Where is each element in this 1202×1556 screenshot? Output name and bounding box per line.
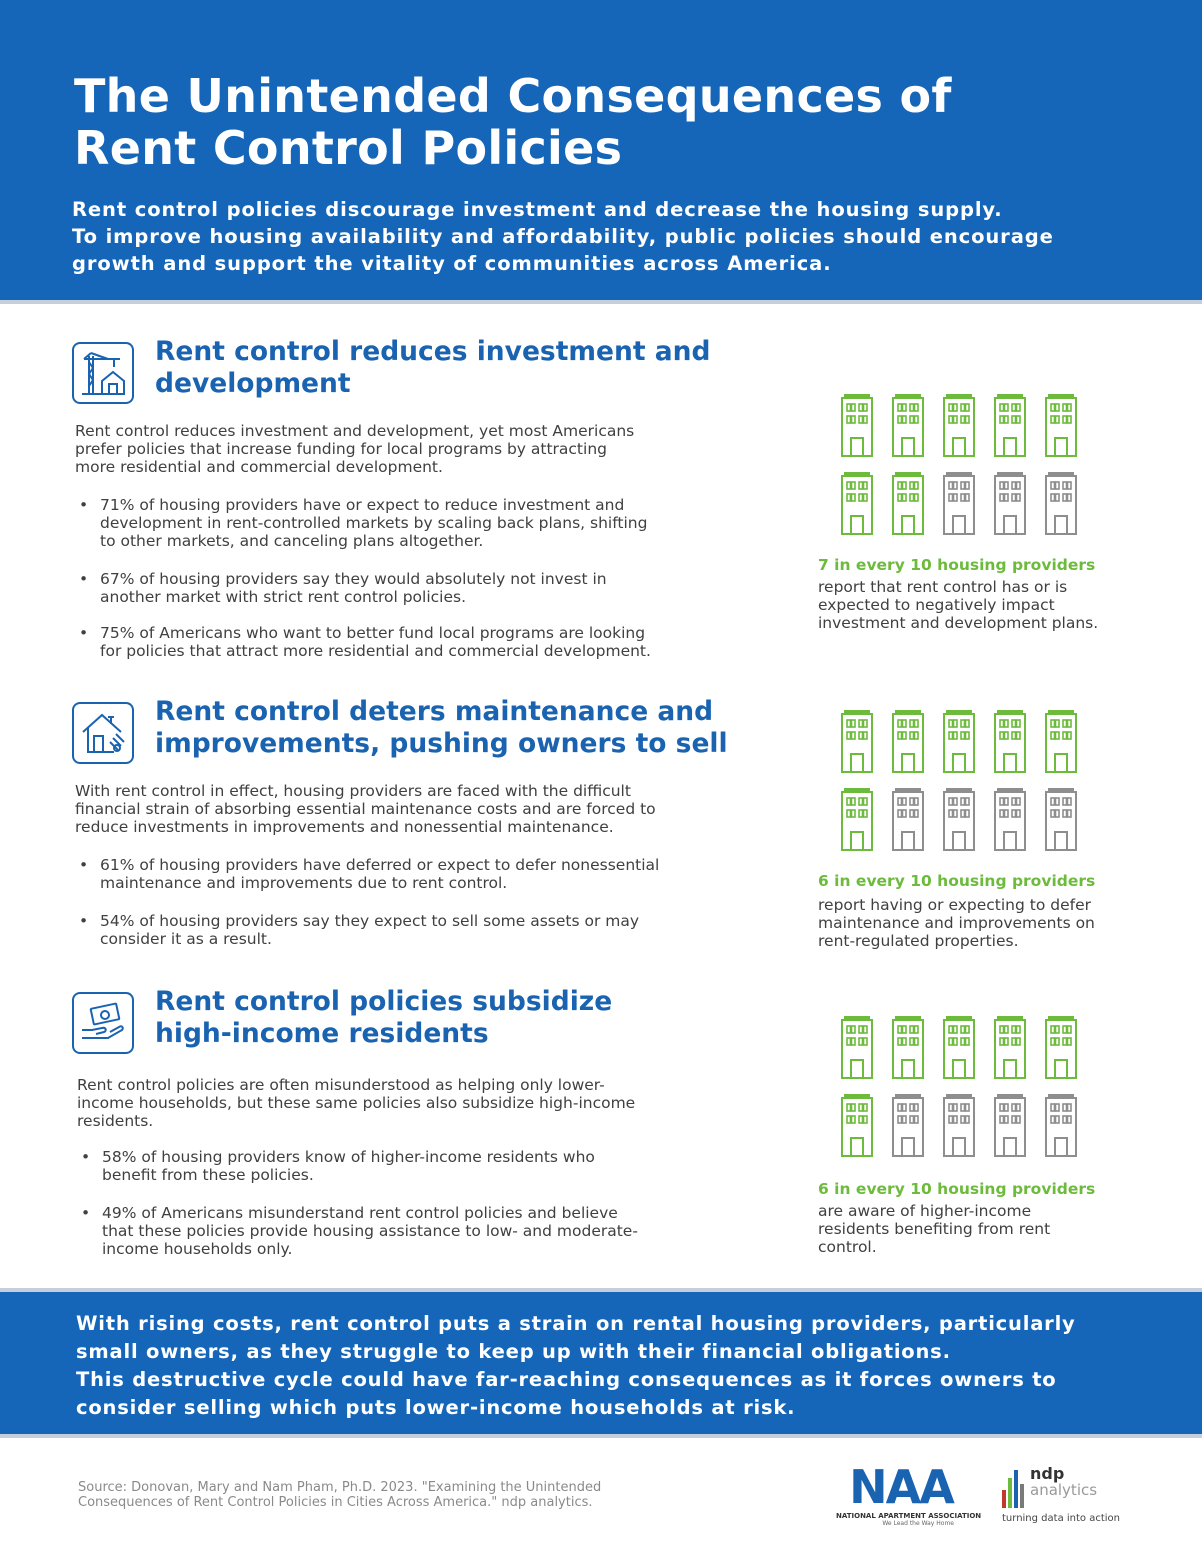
building-icon	[993, 710, 1027, 774]
ndp-bars-icon	[1000, 1464, 1030, 1510]
building-icon	[942, 394, 976, 458]
bullet-line: to other markets, and canceling plans altogether.	[100, 532, 484, 550]
bullet-line: • 54% of housing providers say they expect to sell some assets or may	[100, 912, 640, 930]
bullet-line: • 61% of housing providers have deferred or expect to defer nonessential	[100, 856, 660, 874]
building-icon	[993, 1094, 1027, 1158]
building-icon	[1044, 394, 1078, 458]
stat-headline: 7 in every 10 housing providers	[818, 556, 1096, 574]
naa-logo-tagline: We Lead the Way Home	[882, 1520, 954, 1527]
stat-headline: 6 in every 10 housing providers	[818, 1180, 1096, 1198]
building-icon	[840, 472, 874, 536]
list-item	[75, 856, 765, 892]
closing-line: With rising costs, rent control puts a strain on rental housing providers, particularly	[76, 1312, 1076, 1335]
bullet-line: income households only.	[102, 1240, 293, 1258]
heading-line: Rent control policies subsidize	[155, 986, 613, 1017]
header-divider	[0, 300, 1202, 304]
building-icon	[1044, 788, 1078, 852]
bullet-line: that these policies provide housing assistance to low- and moderate-	[102, 1222, 638, 1240]
subtitle-line: Rent control policies discourage investment and decrease the housing supply.	[72, 198, 1003, 221]
intro-line: income households, but these same policies also subsidize high-income	[77, 1094, 636, 1112]
heading-line: improvements, pushing owners to sell	[155, 728, 728, 759]
bullet-line: for policies that attract more residential and commercial development.	[100, 642, 651, 660]
stat-description	[818, 1202, 1148, 1256]
list-item	[77, 1148, 767, 1184]
bullet-line: • 58% of housing providers know of higher-income residents who	[102, 1148, 595, 1166]
bullet-list	[75, 496, 765, 660]
section-heading	[155, 696, 815, 760]
intro-line: With rent control in effect, housing providers are faced with the difficult	[75, 782, 631, 800]
crane-house-icon	[72, 342, 134, 404]
intro-line: prefer policies that increase funding for local programs by attracting	[75, 440, 607, 458]
intro-line: Rent control policies are often misunderstood as helping only lower-	[77, 1076, 605, 1094]
subtitle-line: growth and support the vitality of communities across America.	[72, 252, 832, 275]
subtitle-line: To improve housing availability and affordability, public policies should encourage	[72, 225, 1054, 248]
bullet-line: consider it as a result.	[100, 930, 272, 948]
building-icon	[840, 710, 874, 774]
stat-line: rent-regulated properties.	[818, 932, 1019, 950]
building-icon	[840, 1094, 874, 1158]
bullet-line: another market with strict rent control policies.	[100, 588, 466, 606]
stat-line: maintenance and improvements on	[818, 914, 1095, 932]
intro-line: financial strain of absorbing essential maintenance costs and are forced to	[75, 800, 656, 818]
naa-logo	[836, 1460, 982, 1532]
building-icon	[840, 788, 874, 852]
heading-line: Rent control deters maintenance and	[155, 696, 714, 727]
section-heading	[155, 336, 815, 400]
closing-statement	[76, 1310, 1176, 1422]
naa-logo-name: NATIONAL APARTMENT ASSOCIATION	[836, 1512, 982, 1520]
intro-line: more residential and commercial development.	[75, 458, 443, 476]
section-intro	[75, 422, 755, 476]
naa-logo-letters: NAA	[849, 1460, 953, 1514]
stat-line: control.	[818, 1238, 877, 1256]
building-icon	[942, 788, 976, 852]
building-icon	[942, 472, 976, 536]
footer-divider	[0, 1434, 1202, 1438]
source-citation	[78, 1480, 778, 1510]
source-line: Consequences of Rent Control Policies in Cities Across America." ndp analytics.	[78, 1495, 593, 1510]
building-icon-grid	[840, 710, 1100, 850]
intro-line: reduce investments in improvements and nonessential maintenance.	[75, 818, 614, 836]
building-icon	[1044, 1016, 1078, 1080]
bullet-line: maintenance and improvements due to rent control.	[100, 874, 508, 892]
ndp-logo-tagline: turning data into action	[1002, 1513, 1120, 1524]
building-icon	[942, 1016, 976, 1080]
building-icon	[891, 1016, 925, 1080]
section-intro	[77, 1076, 757, 1130]
list-item	[77, 1204, 767, 1258]
building-icon	[1044, 710, 1078, 774]
building-icon	[993, 1016, 1027, 1080]
section-heading	[155, 986, 815, 1050]
bullet-line: • 75% of Americans who want to better fund local programs are looking	[100, 624, 646, 642]
intro-line: residents.	[77, 1112, 154, 1130]
intro-line: Rent control reduces investment and development, yet most Americans	[75, 422, 635, 440]
bullet-line: • 67% of housing providers say they would absolutely not invest in	[100, 570, 607, 588]
building-icon-grid	[840, 1016, 1100, 1156]
heading-line: development	[155, 368, 351, 399]
stat-line: investment and development plans.	[818, 614, 1099, 632]
closing-line: This destructive cycle could have far-reaching consequences as it forces owners to	[76, 1368, 1057, 1391]
building-icon	[993, 788, 1027, 852]
ndp-logo-analytics: analytics	[1030, 1481, 1098, 1499]
building-icon	[840, 394, 874, 458]
heading-line: Rent control reduces investment and	[155, 336, 711, 367]
source-line: Source: Donovan, Mary and Nam Pham, Ph.D. 2023. "Examining the Unintended	[78, 1480, 602, 1495]
bullet-line: • 71% of housing providers have or expect to reduce investment and	[100, 496, 625, 514]
building-icon	[942, 710, 976, 774]
bullet-line: benefit from these policies.	[102, 1166, 314, 1184]
page-title	[74, 70, 1174, 174]
building-icon	[840, 1016, 874, 1080]
section-intro	[75, 782, 755, 836]
stat-line: report having or expecting to defer	[818, 896, 1091, 914]
building-icon	[891, 1094, 925, 1158]
stat-line: residents benefiting from rent	[818, 1220, 1051, 1238]
page-subtitle	[72, 196, 1172, 277]
closing-line: consider selling which puts lower-income households at risk.	[76, 1396, 796, 1419]
building-icon	[891, 394, 925, 458]
stat-description	[818, 896, 1148, 950]
bullet-list	[77, 1148, 767, 1258]
list-item	[75, 496, 765, 550]
building-icon	[891, 472, 925, 536]
stat-line: expected to negatively impact	[818, 596, 1055, 614]
title-line: The Unintended Consequences of	[74, 69, 952, 123]
house-wrench-icon	[72, 702, 134, 764]
title-line: Rent Control Policies	[74, 121, 623, 175]
building-icon	[993, 394, 1027, 458]
hand-money-icon	[72, 992, 134, 1054]
building-icon-grid	[840, 394, 1100, 534]
stat-line: report that rent control has or is	[818, 578, 1068, 596]
ndp-logo	[1000, 1462, 1120, 1532]
ndp-logo-word: ndp	[1030, 1464, 1065, 1483]
list-item	[75, 912, 765, 948]
list-item	[75, 624, 765, 660]
bullet-line: development in rent-controlled markets by scaling back plans, shifting	[100, 514, 648, 532]
list-item	[75, 570, 765, 606]
bullet-line: • 49% of Americans misunderstand rent control policies and believe	[102, 1204, 618, 1222]
building-icon	[942, 1094, 976, 1158]
building-icon	[891, 788, 925, 852]
closing-line: small owners, as they struggle to keep up with their financial obligations.	[76, 1340, 951, 1363]
stat-headline: 6 in every 10 housing providers	[818, 872, 1096, 890]
stat-description	[818, 578, 1148, 632]
building-icon	[891, 710, 925, 774]
building-icon	[1044, 472, 1078, 536]
building-icon	[993, 472, 1027, 536]
heading-line: high-income residents	[155, 1018, 489, 1049]
building-icon	[1044, 1094, 1078, 1158]
stat-line: are aware of higher-income	[818, 1202, 1032, 1220]
bullet-list	[75, 856, 765, 948]
